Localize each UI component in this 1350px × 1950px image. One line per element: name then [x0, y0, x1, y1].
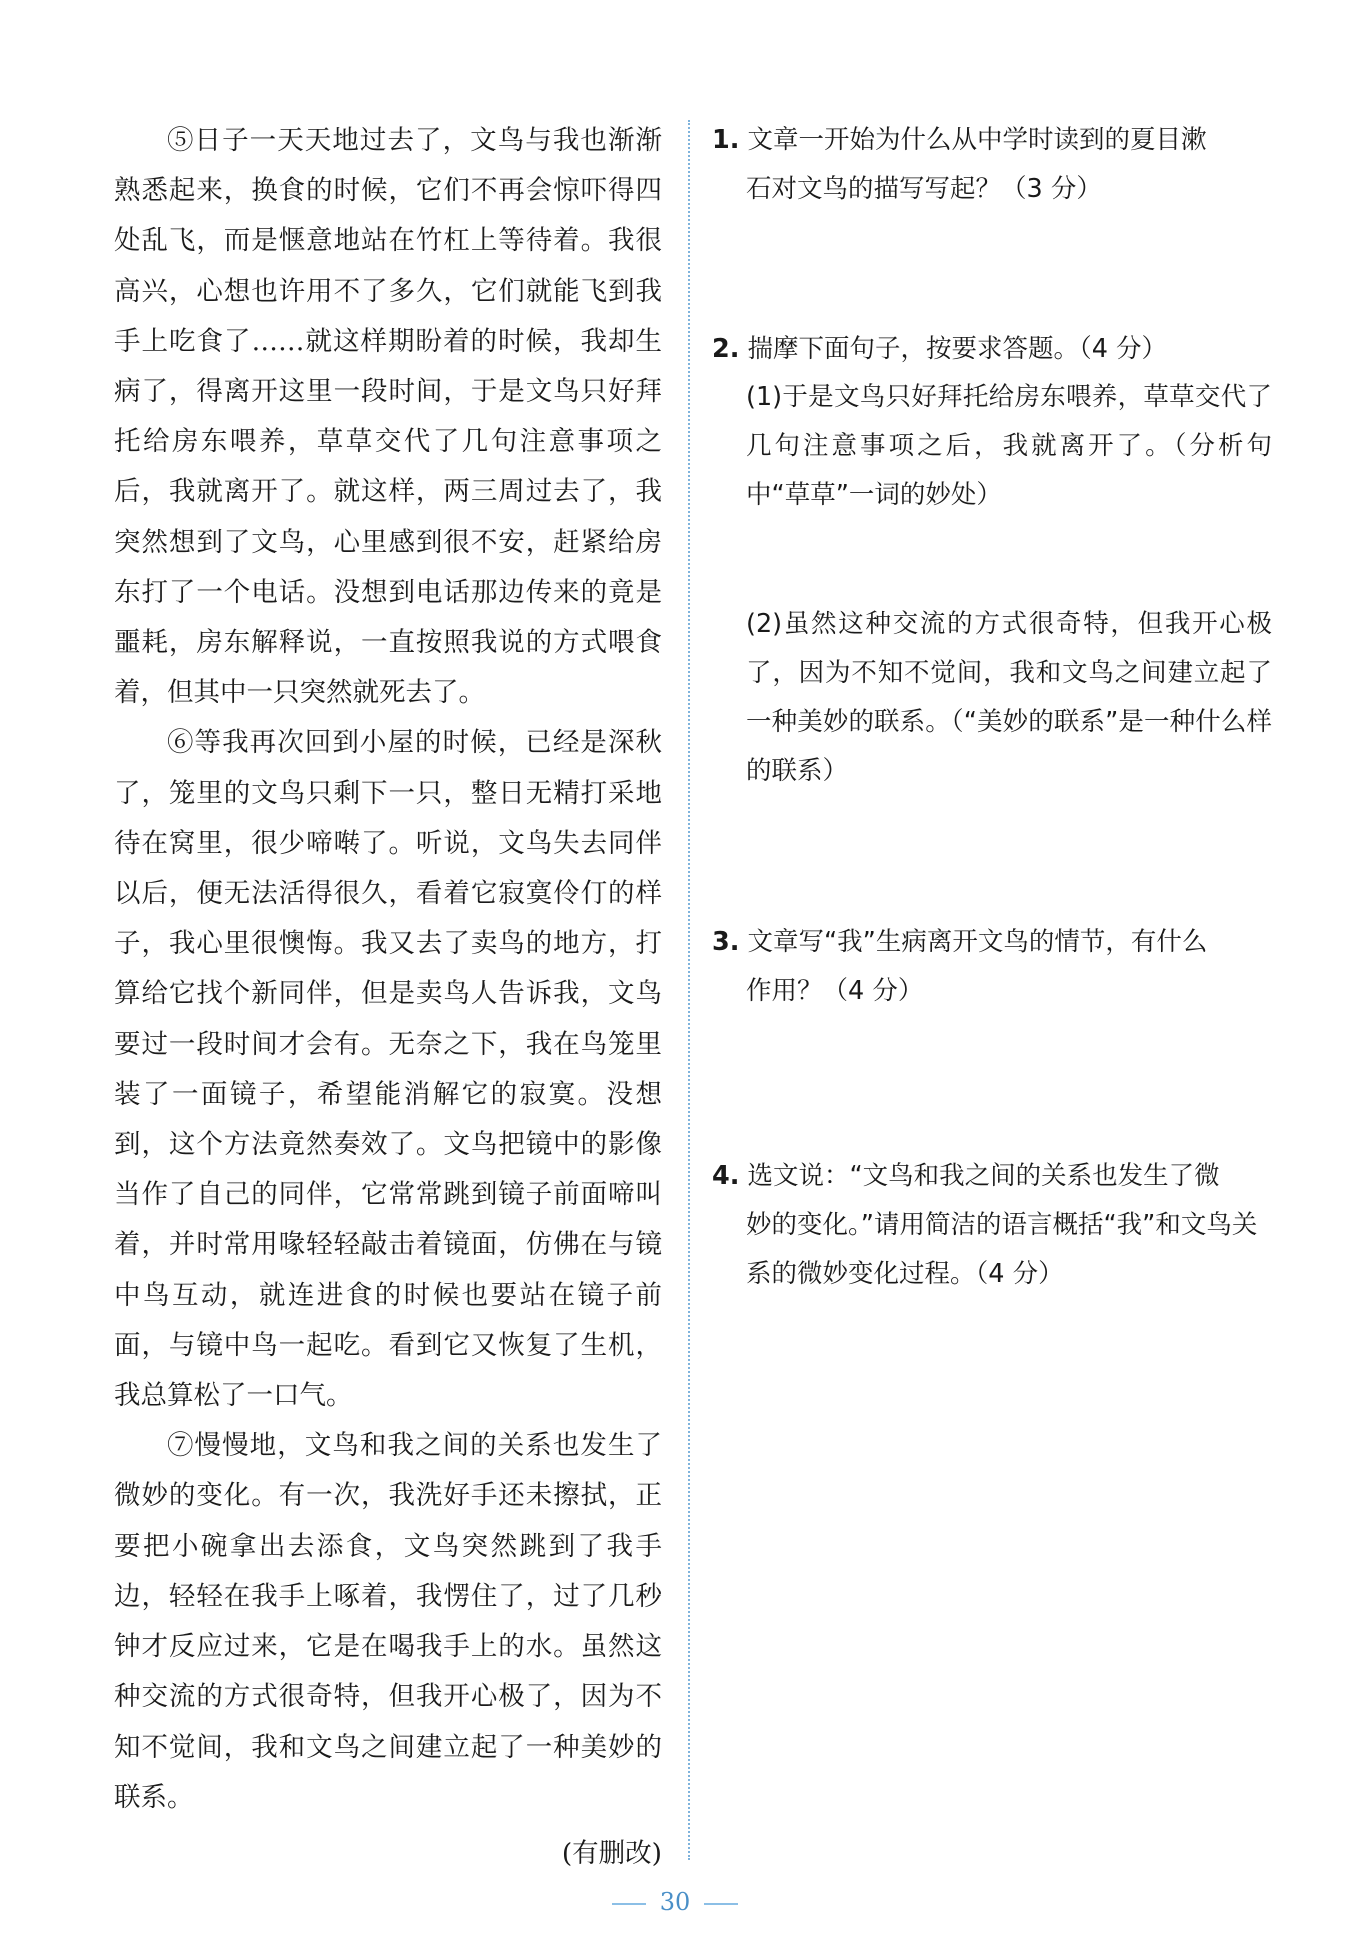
subquestion-1: (1)于是文鸟只好拜托给房东喂养，草草交代了几句注意事项之后，我就离开了。（分析句中“草草”一词的妙处）	[746, 382, 1272, 510]
question-number: 2.	[712, 334, 740, 364]
reading-passage	[114, 116, 662, 1879]
question-2-part-2	[712, 600, 1272, 796]
question-number: 4.	[712, 1161, 740, 1191]
question-text: 选文说：“文鸟和我之间的关系也发生了微	[747, 1161, 1220, 1191]
page-number-right-rule	[704, 1903, 738, 1905]
question-text: 揣摩下面句子，按要求答题。（4 分）	[747, 334, 1168, 364]
paragraph-6: ⑥等我再次回到小屋的时候，已经是深秋了，笼里的文鸟只剩下一只，整日无精打采地待在窝里，很少啼啭了。听说，文鸟失去同伴以后，便无法活得很久，看着它寂寞伶仃的样子，我心里很懊悔。我又去了卖鸟的地方，打算给它找个新同伴，但是卖鸟人告诉我，文鸟要过一段时间才会有。无奈之下，我在鸟笼里装了一面镜子，希望能消解它的寂寞。没想到，这个方法竟然奏效了。文鸟把镜中的影像当作了自己的同伴，它常常跳到镜子前面啼叫着，并时常用喙轻轻敲击着镜面，仿佛在与镜中鸟互动，就连进食的时候也要站在镜子前面，与镜中鸟一起吃。看到它又恢复了生机，我总算松了一口气。	[114, 727, 662, 1412]
question-2	[712, 325, 1272, 520]
source-note: (有删改)	[561, 1837, 662, 1869]
question-4	[712, 1152, 1272, 1299]
question-number: 1.	[712, 125, 740, 155]
question-3	[712, 918, 1272, 1016]
question-number: 3.	[712, 927, 740, 957]
question-text-cont: 作用？（4 分）	[746, 976, 924, 1006]
subquestion-2: (2)虽然这种交流的方式很奇特，但我开心极了，因为不知不觉间，我和文鸟之间建立起了一种美妙的联系。（“美妙的联系”是一种什么样的联系）	[746, 609, 1272, 786]
question-text-cont: 妙的变化。”请用简洁的语言概括“我”和文鸟关系的微妙变化过程。（4 分）	[746, 1210, 1258, 1289]
page-number-text: 30	[659, 1888, 691, 1916]
column-divider	[688, 120, 690, 1860]
question-1	[712, 116, 1272, 214]
paragraph-5: ⑤日子一天天地过去了，文鸟与我也渐渐熟悉起来，换食的时候，它们不再会惊吓得四处乱飞，而是惬意地站在竹杠上等待着。我很高兴，心想也许用不了多久，它们就能飞到我手上吃食了……就这样期盼着的时候，我却生病了，得离开这里一段时间，于是文鸟只好拜托给房东喂养，草草交代了几句注意事项之后，我就离开了。就这样，两三周过去了，我突然想到了文鸟，心里感到很不安，赶紧给房东打了一个电话。没想到电话那边传来的竟是噩耗，房东解释说，一直按照我说的方式喂食着，但其中一只突然就死去了。	[114, 125, 662, 709]
question-text: 文章写“我”生病离开文鸟的情节，有什么	[747, 927, 1208, 957]
page-number	[0, 1888, 1350, 1916]
question-text: 文章一开始为什么从中学时读到的夏目漱	[747, 125, 1207, 155]
page-number-left-rule	[612, 1903, 646, 1905]
paragraph-7: ⑦慢慢地，文鸟和我之间的关系也发生了微妙的变化。有一次，我洗好手还未擦拭，正要把小碗拿出去添食，文鸟突然跳到了我手边，轻轻在我手上啄着，我愣住了，过了几秒钟才反应过来，它是在喝我手上的水。虽然这种交流的方式很奇特，但我开心极了，因为不知不觉间，我和文鸟之间建立起了一种美妙的联系。	[114, 1430, 662, 1813]
question-text-cont: 石对文鸟的描写写起？（3 分）	[746, 174, 1102, 204]
